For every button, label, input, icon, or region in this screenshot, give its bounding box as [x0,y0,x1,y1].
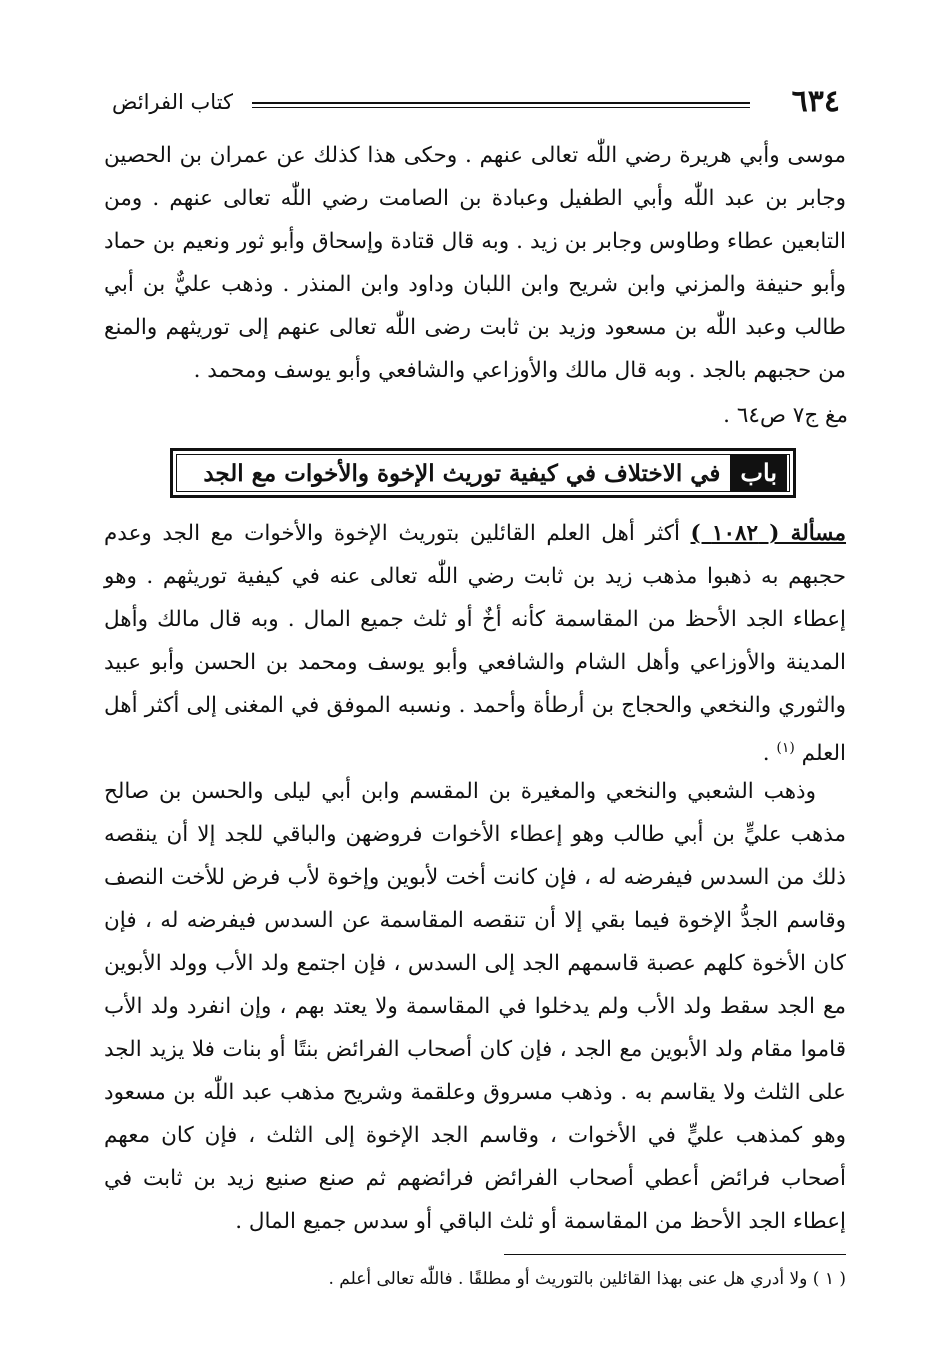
footnote-rule [504,1254,846,1255]
page-number: ٦٣٤ [791,84,840,119]
intro-paragraph: موسى وأبي هريرة رضي اللّٰه تعالى عنهم . وحكى هذا كذلك عن عمران بن الحصين وجابر بن عبد اللّٰه وأبي الطفيل وعبادة بن الصامت رضي اللّٰه تعالى عنهم . ومن التابعين عطاء وطاوس وجابر بن زيد . وبه قال قتادة وإسحاق وأبو ثور ونعيم بن حماد وأبو حنيفة والمزني وابن شريح وابن اللبان وداود وابن المنذر . وذهب عليٌّ بن أبي طالب وعبد اللّٰه بن مسعود وزيد بن ثابت رضى اللّٰه تعالى عنهم إلى توريثهم والمنع من حجبهم بالجد . وبه قال مالك والأوزاعي والشافعي وأبو يوسف ومحمد . [104,143,846,383]
masala-paragraph [104,512,846,775]
chapter-heading [170,448,796,498]
chapter-title: في الاختلاف في كيفية توريث الإخوة والأخوات مع الجد [203,459,721,487]
book-title: كتاب الفرائض [112,90,234,114]
source-reference: مغ ج٧ ص٦٤ . [723,403,848,428]
chapter-label: باب [730,454,787,492]
footnote-marker: (١) [776,740,795,756]
footnote: ( ١ ) ولا أدري هل عنى بهذا القائلين بالتوريث أو مطلقًا . فاللّٰه تعالى أعلم . [328,1269,846,1289]
main-paragraph: وذهب الشعبي والنخعي والمغيرة بن المقسم وابن أبي ليلى والحسن بن صالح مذهب عليٍّ بن أبي طالب وهو إعطاء الأخوات فروضهن والباقي للجد إلا أن ينقصه ذلك من السدس فيفرضه له ، فإن كانت أخت لأبوين وإخوة لأب فرض للأخت النصف وقاسم الجدُّ الإخوة فيما بقي إلا أن تنقصه المقاسمة عن السدس فيفرضه له ، فإن كان الأخوة كلهم عصبة قاسمهم الجد إلى السدس ، فإن اجتمع ولد الأب وولد الأبوين مع الجد سقط ولد الأب ولم يدخلوا في المقاسمة ولا يعتد بهم ، وإن انفرد ولد الأب قاموا مقام ولد الأبوين مع الجد ، فإن كان أصحاب الفرائض بنتًا أو بنات فلا يزيد الجد على الثلث ولا يقاسم به . وذهب مسروق وعلقمة وشريح مذهب عبد اللّٰه بن مسعود وهو كمذهب عليٍّ في الأخوات ، وقاسم الجد الإخوة إلى الثلث ، فإن كان معهم أصحاب فرائض أعطي أصحاب الفرائض فرائضهم ثم صنع صنيع زيد بن ثابت في إعطاء الجد الأحظ من المقاسمة أو ثلث الباقي أو سدس جميع المال . [104,779,846,1234]
masala-label: مسألة ( ١٠٨٢ ) [690,521,847,546]
running-header [112,84,840,124]
header-rule [252,102,750,108]
masala-end: . [762,741,777,767]
masala-text: أكثر أهل العلم القائلين بتوريث الإخوة والأخوات مع الجد وعدم حجبهم به ذهبوا مذهب زيد بن ثابت رضي اللّٰه تعالى عنه في كيفية توريثهم . وهو إعطاء الجد الأحظ من المقاسمة كأنه أخٌ أو ثلث جميع المال . وبه قال مالك وأهل المدينة والأوزاعي وأهل الشام والشافعي وأبو يوسف ومحمد بن الحسن وأبو عبيد والثوري والنخعي والحجاج بن أرطأة وأحمد . ونسبه الموفق في المغنى إلى أكثر أهل العلم [104,521,846,767]
